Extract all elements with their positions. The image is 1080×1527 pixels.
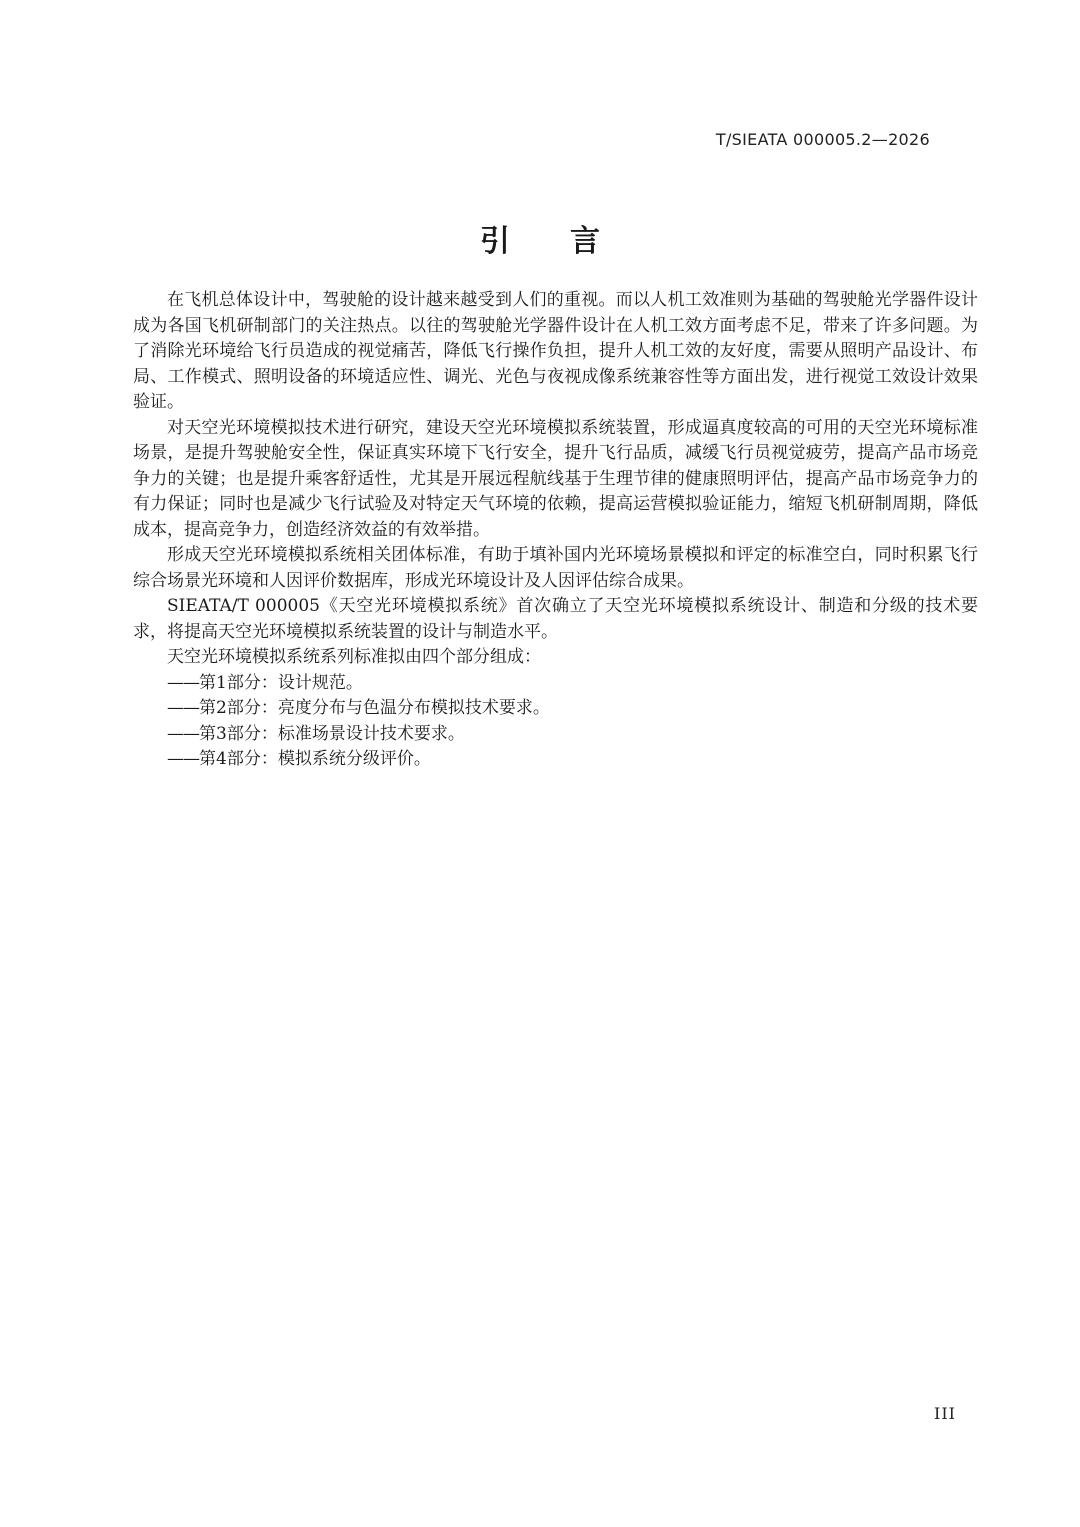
page-title: 引言 bbox=[480, 224, 660, 259]
paragraph-background: 在飞机总体设计中，驾驶舱的设计越来越受到人们的重视。而以人机工效准则为基础的驾驶舱光学器件设计成为各国飞机研制部门的关注热点。以往的驾驶舱光学器件设计在人机工效方面考虑不足，带来了许多问题。为了消除光环境给飞行员造成的视觉痛苦，降低飞行操作负担，提升人机工效的友好度，需要从照明产品设计、布局、工作模式、照明设备的环境适应性、调光、光色与夜视成像系统兼容性等方面出发，进行视觉工效设计效果验证。 bbox=[133, 290, 978, 412]
document-code: T/SIEATA 000005.2—2026 bbox=[715, 130, 930, 149]
list-dash: —— bbox=[167, 672, 199, 693]
list-dash: —— bbox=[167, 698, 199, 718]
paragraph-scope: SIEATA/T 000005《天空光环境模拟系统》首次确立了天空光环境模拟系统设计、制造和分级的技术要求，将提高天空光环境模拟系统装置的设计与制造水平。 bbox=[133, 596, 978, 642]
list-dash: —— bbox=[167, 749, 199, 769]
list-item-text: 第1部分：设计规范。 bbox=[199, 672, 363, 693]
list-item bbox=[133, 671, 978, 697]
list-item-text: 第2部分：亮度分布与色温分布模拟技术要求。 bbox=[199, 698, 550, 718]
list-item bbox=[133, 747, 978, 773]
paragraph-parts-intro: 天空光环境模拟系统系列标准拟由四个部分组成： bbox=[167, 647, 541, 667]
list-dash: —— bbox=[167, 723, 199, 744]
list-item-text: 第4部分：模拟系统分级评价。 bbox=[199, 749, 431, 769]
introduction-body bbox=[133, 288, 978, 773]
paragraph-significance: 对天空光环境模拟技术进行研究，建设天空光环境模拟系统装置，形成逼真度较高的可用的天空光环境标准场景，是提升驾驶舱安全性，保证真实环境下飞行安全，提升飞行品质，减缓飞行员视觉疲劳，提高产品市场竞争力的关键；也是提升乘客舒适性，尤其是开展远程航线基于生理节律的健康照明评估，提高产品市场竞争力的有力保证；同时也是减少飞行试验及对特定天气环境的依赖，提高运营模拟验证能力，缩短飞机研制周期，降低成本，提高竞争力，创造经济效益的有效举措。 bbox=[133, 417, 978, 540]
page-number: III bbox=[934, 1404, 956, 1423]
list-item bbox=[133, 722, 978, 748]
list-item bbox=[133, 696, 978, 722]
parts-list bbox=[133, 671, 978, 773]
paragraph-standard-purpose: 形成天空光环境模拟系统相关团体标准，有助于填补国内光环境场景模拟和评定的标准空白，同时积累飞行综合场景光环境和人因评价数据库，形成光环境设计及人因评估综合成果。 bbox=[133, 545, 978, 591]
list-item-text: 第3部分：标准场景设计技术要求。 bbox=[199, 723, 465, 744]
